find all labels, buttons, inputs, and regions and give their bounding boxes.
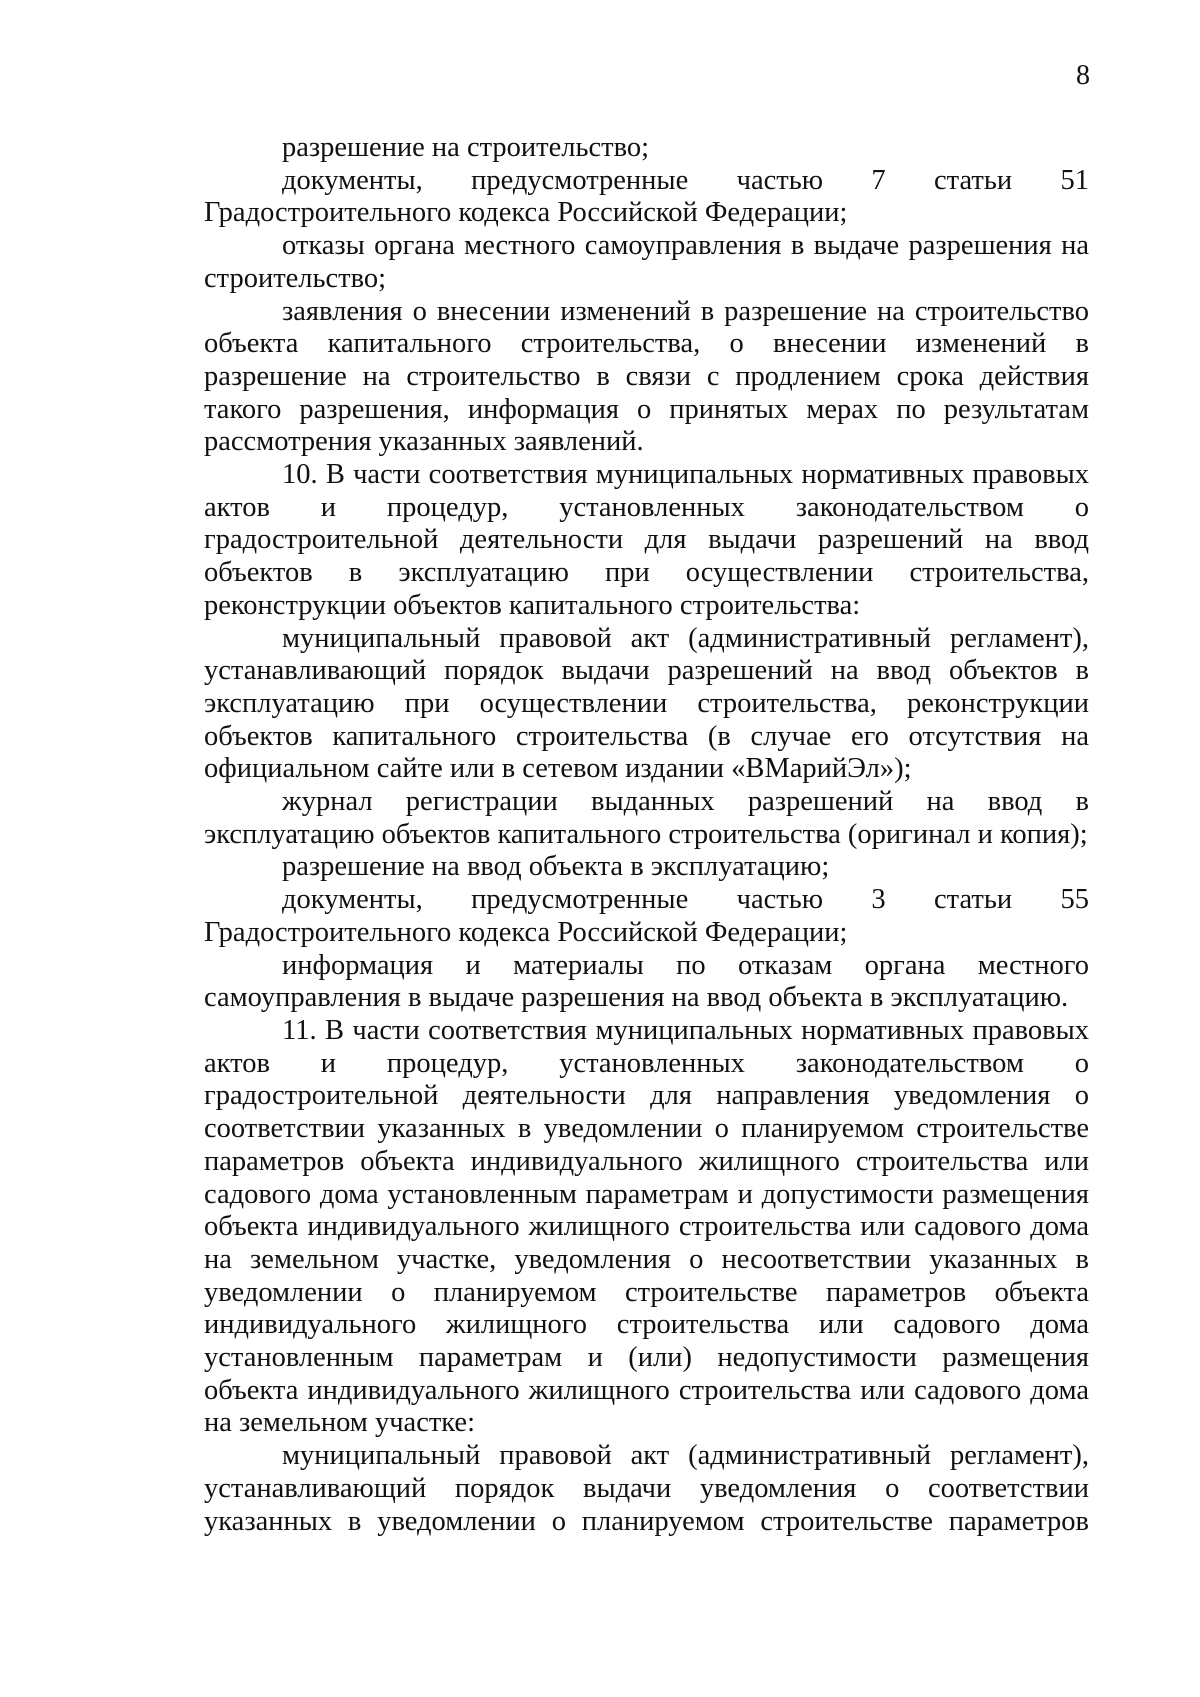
paragraph-permit-change-requests: заявления о внесении изменений в разрешение на строительство объекта капитального строительства, о внесении изменений в разрешение на строительство в связи с продлением срока действия такого разрешения, информация о принятых мерах по результатам рассмотрения указанных заявлений. bbox=[204, 295, 1089, 458]
paragraph-commissioning-refusals: информация и материалы по отказам органа местного самоуправления в выдаче разрешения на ввод объекта в эксплуатацию. bbox=[204, 949, 1089, 1014]
paragraph-commissioning-permit: разрешение на ввод объекта в эксплуатацию; bbox=[282, 851, 830, 883]
paragraph-section-10: 10. В части соответствия муниципальных нормативных правовых актов и процедур, установленных законодательством о градостроительной деятельности для выдачи разрешений на ввод объектов в эксплуатацию при осуществлении строительства, реконструкции объектов капитального строительства: bbox=[204, 459, 1089, 621]
paragraph-building-permit: разрешение на строительство; bbox=[282, 132, 650, 163]
paragraph-documents-article-51: документы, предусмотренные частью 7 статьи 51 Градостроительного кодекса Российской Федерации; bbox=[204, 164, 1089, 229]
paragraph-section-11: 11. В части соответствия муниципальных нормативных правовых актов и процедур, установленных законодательством о градостроительной деятельности для направления уведомления о соответствии указанных в уведомлении о планируемом строительстве параметров объекта индивидуального жилищного строительства или садового дома установленным параметрам и допустимости размещения объекта индивидуального жилищного строительства или садового дома на земельном участке, уведомления о несоответствии указанных в уведомлении о планируемом строительстве параметров объекта индивидуального жилищного строительства или садового дома установленным параметрам и (или) недопустимости размещения объекта индивидуального жилищного строительства или садового дома на земельном участке: bbox=[204, 1014, 1089, 1439]
paragraph-permit-refusals: отказы органа местного самоуправления в выдаче разрешения на строительство; bbox=[204, 230, 1089, 294]
paragraph-commissioning-register: журнал регистрации выданных разрешений на ввод в эксплуатацию объектов капитального строительства (оригинал и копия); bbox=[204, 786, 1089, 850]
document-body bbox=[204, 132, 1089, 1538]
paragraph-documents-article-55: документы, предусмотренные частью 3 статьи 55 Градостроительного кодекса Российской Федерации; bbox=[204, 884, 1089, 948]
paragraph-notification-regulation: муниципальный правовой акт (административный регламент), устанавливающий порядок выдачи уведомления о соответствии указанных в уведомлении о планируемом строительстве параметров bbox=[204, 1440, 1089, 1537]
paragraph-commissioning-regulation: муниципальный правовой акт (административный регламент), устанавливающий порядок выдачи разрешений на ввод объектов в эксплуатацию при осуществлении строительства, реконструкции объектов капитального строительства (в случае его отсутствия на официальном сайте или в сетевом издании «ВМарийЭл»); bbox=[204, 622, 1089, 785]
page-number: 8 bbox=[1076, 60, 1090, 91]
